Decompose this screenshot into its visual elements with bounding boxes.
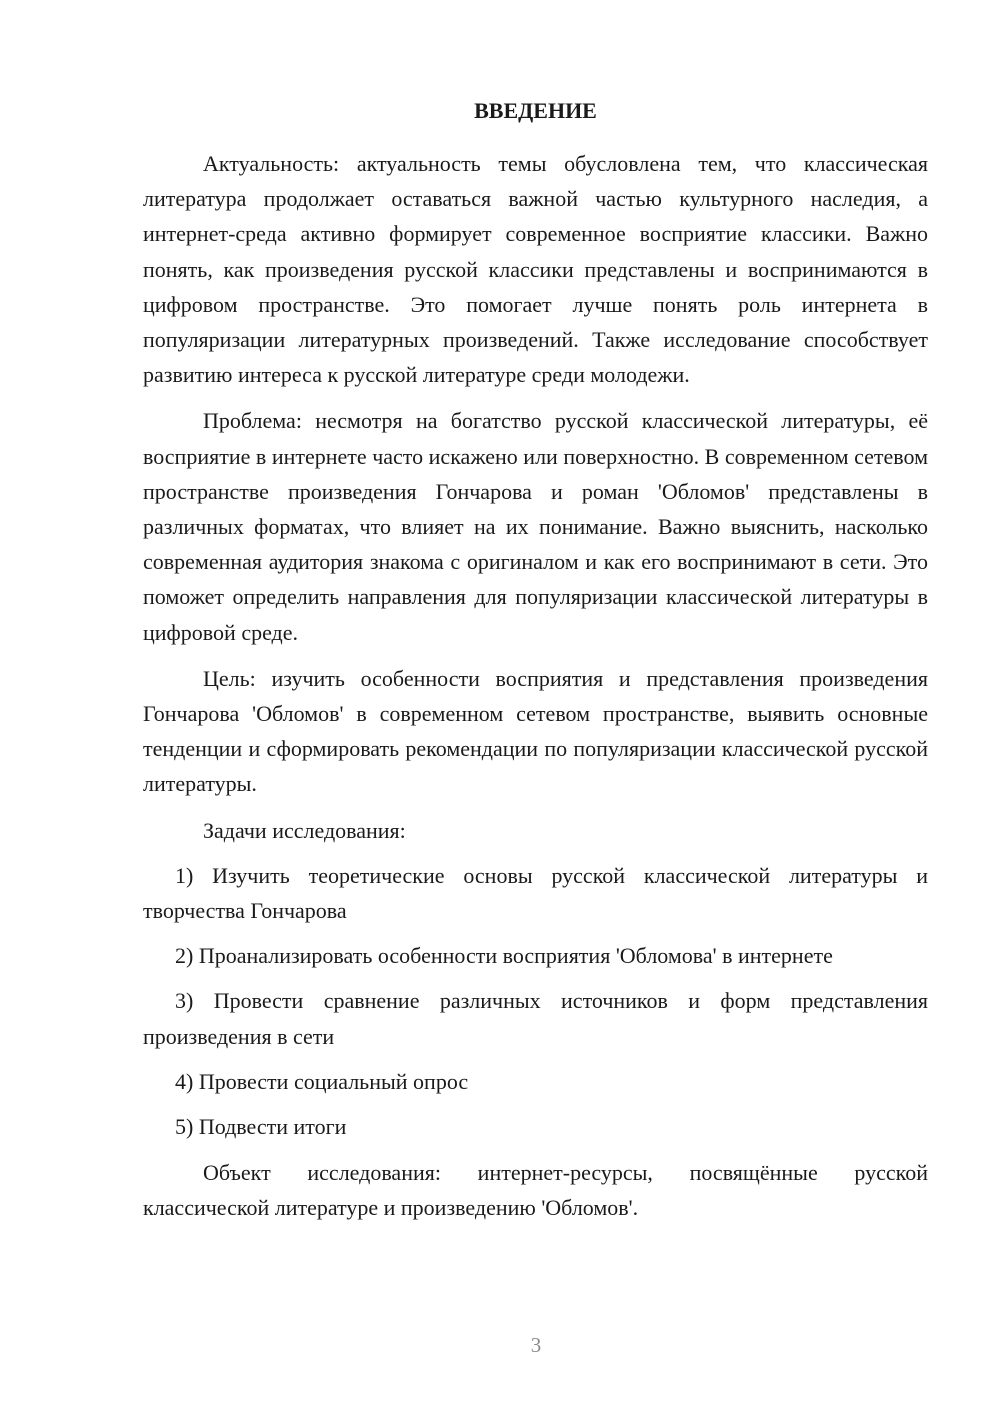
list-item-task-5: 5) Подвести итоги (175, 1114, 347, 1140)
list-item-task-1: 1) Изучить теоретические основы русской классической литературы и творчества Гончарова (143, 862, 928, 924)
paragraph-problem: Проблема: несмотря на богатство русской классической литературы, её восприятие в интернете часто искажено или поверхностно. В современном сетевом пространстве произведения Гончарова и роман 'Обломов' представлены в различных форматах, что влияет на их понимание. Важно выяснить, насколько современная аудитория знакома с оригиналом и как его воспринимают в сети. Это поможет определить направления для популяризации классической литературы в цифровой среде. (143, 408, 928, 645)
list-item-task-4: 4) Провести социальный опрос (175, 1068, 469, 1094)
paragraph-tasks-intro: Задачи исследования: (203, 817, 406, 843)
list-item-task-3: 3) Провести сравнение различных источников и форм представления произведения в сети (143, 988, 928, 1049)
document-body (143, 96, 928, 1226)
paragraph-goal: Цель: изучить особенности восприятия и представления произведения Гончарова 'Обломов' в современном сетевом пространстве, выявить основные тенденции и сформировать рекомендации по популяризации классической русской литературы. (143, 665, 928, 797)
paragraph-relevance: Актуальность: актуальность темы обусловлена тем, что классическая литература продолжает оставаться важной частью культурного наследия, а интернет-среда активно формирует современное восприятие классики. Важно понять, как произведения русской классики представлены и воспринимаются в цифровом пространстве. Это помогает лучше понять роль интернета в популяризации литературных произведений. Также исследование способствует развитию интереса к русской литературе среди молодежи. (143, 151, 928, 388)
section-heading: ВВЕДЕНИЕ (474, 98, 597, 123)
page-number: 3 (530, 1333, 542, 1357)
list-item-task-2: 2) Проанализировать особенности восприятия 'Обломова' в интернете (175, 943, 833, 969)
paragraph-object: Объект исследования: интернет-ресурсы, посвящённые русской классической литературе и произведению 'Обломов'. (143, 1160, 928, 1221)
